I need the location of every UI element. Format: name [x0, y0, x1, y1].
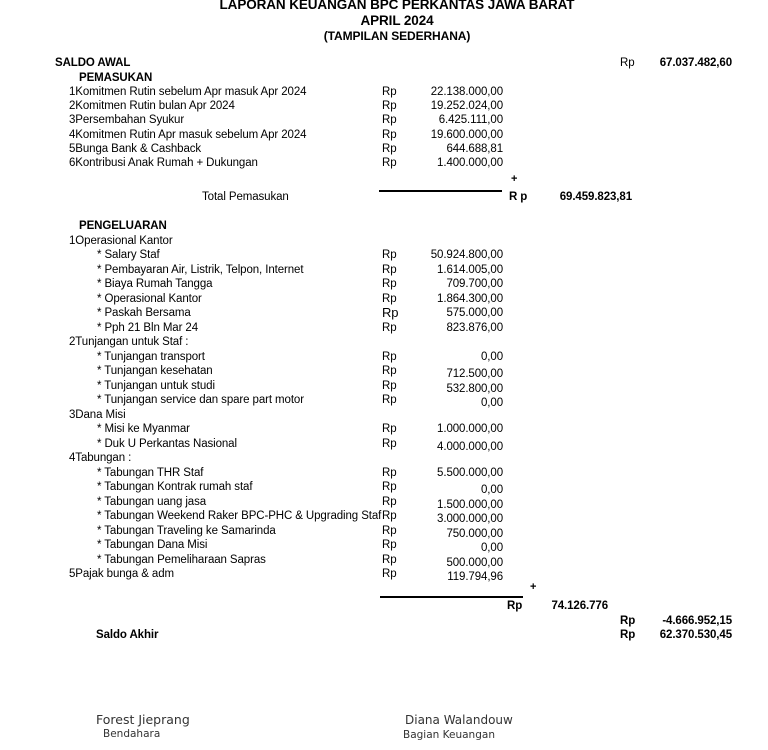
amount-value: 823.876,00 — [446, 321, 503, 334]
currency-rp: Rp — [382, 100, 397, 113]
amount-value: 0,00 — [481, 397, 503, 410]
income-item-label — [69, 128, 306, 142]
expense-group-row — [0, 408, 768, 423]
amount-value: 6.425.111,00 — [438, 114, 503, 127]
expense-total-row — [0, 599, 768, 613]
expense-sub-item-row — [0, 306, 768, 321]
signature-role-bendahara: Bendahara — [103, 728, 161, 740]
income-item-label — [69, 85, 306, 99]
currency-rp: Rp — [382, 292, 397, 305]
expense-sub-item-row — [0, 538, 768, 553]
expense-sub-item-label: * Duk U Perkantas Nasional — [97, 437, 237, 450]
expense-group-text: Tunjangan untuk Staf : — [75, 336, 189, 349]
expense-sub-item-row — [0, 364, 768, 379]
plus-sign: + — [511, 173, 518, 185]
amount-value: 1.500.000,00 — [437, 498, 503, 511]
amount-value: 709.700,00 — [446, 278, 503, 291]
income-item-row — [0, 85, 768, 99]
expense-section — [0, 219, 768, 582]
currency-rp: Rp — [382, 350, 397, 363]
income-item-row — [0, 142, 768, 156]
currency-rp: Rp — [620, 615, 636, 627]
expense-sub-item-label: * Misi ke Myanmar — [97, 423, 190, 436]
expense-sub-item-label: * Tabungan Weekend Raker BPC-PHC & Upgrading Staf — [97, 510, 382, 523]
expense-sub-item-row — [0, 509, 768, 524]
expense-group-row — [0, 567, 768, 582]
income-item-number: 5 — [69, 142, 76, 155]
currency-rp: Rp — [382, 157, 397, 170]
amount-value: 50.924.800,00 — [430, 249, 503, 262]
income-total-label: Total Pemasukan — [202, 191, 289, 203]
sum-line — [380, 596, 523, 598]
expense-total-value: 74.126.776 — [551, 600, 608, 612]
expense-sub-item-label: * Tabungan Pemeliharaan Sapras — [97, 553, 266, 566]
expense-sub-item-row — [0, 393, 768, 408]
currency-rp: Rp — [382, 394, 397, 407]
amount-value: 1.000.000,00 — [437, 423, 503, 436]
income-section-header: PEMASUKAN — [79, 71, 153, 84]
expense-sub-item-row — [0, 480, 768, 495]
income-item-label — [69, 156, 258, 170]
amount-value: 4.000.000,00 — [437, 440, 503, 453]
currency-rp: Rp — [382, 495, 397, 508]
currency-rp: Rp — [382, 128, 397, 141]
amount-value: 22.138.000,00 — [430, 85, 503, 98]
income-sum-row — [0, 173, 768, 186]
amount-value: 1.400.000,00 — [437, 157, 503, 170]
income-item-text: Komitmen Rutin Apr masuk sebelum Apr 2024 — [75, 128, 307, 141]
income-item-text: Persembahan Syukur — [75, 114, 185, 127]
currency-rp: Rp — [382, 249, 397, 262]
expense-group-text: Dana Misi — [75, 408, 126, 421]
amount-value: 0,00 — [481, 484, 503, 497]
income-item-label — [69, 113, 184, 127]
income-section-header-row — [0, 71, 768, 85]
currency-rp: Rp — [382, 142, 397, 155]
amount-value: 0,00 — [481, 542, 503, 555]
expense-group-row — [0, 234, 768, 249]
expense-sub-item-row — [0, 277, 768, 292]
expense-sub-item-label: * Operasional Kantor — [97, 292, 202, 305]
signature-name-bagian-keuangan: Diana Walandouw — [405, 713, 513, 727]
amount-value: 500.000,00 — [446, 556, 503, 569]
expense-sub-item-label: * Tabungan uang jasa — [97, 495, 207, 508]
expense-group-text: Pajak bunga & adm — [75, 568, 174, 581]
income-item-number: 4 — [69, 128, 76, 141]
expense-sub-item-label: * Tunjangan service dan spare part motor — [97, 394, 304, 407]
amount-value: 19.600.000,00 — [430, 128, 503, 141]
signature-name-bendahara: Forest Jieprang — [96, 712, 190, 727]
currency-rp: Rp — [382, 114, 397, 127]
currency-rp: Rp — [507, 600, 523, 612]
expense-group-label — [69, 335, 188, 350]
saldo-akhir-label: Saldo Akhir — [96, 629, 159, 641]
net-change-row — [0, 614, 768, 628]
expense-sub-item-row — [0, 422, 768, 437]
expense-sub-item-label: * Tabungan Kontrak rumah staf — [97, 481, 253, 494]
expense-sub-item-label: * Tabungan Traveling ke Samarinda — [97, 524, 276, 537]
income-item-number: 2 — [69, 100, 76, 113]
currency-rp: Rp — [620, 629, 636, 641]
net-change-value: -4.666.952,15 — [662, 615, 732, 627]
saldo-awal-label: SALDO AWAL — [55, 56, 131, 69]
currency-rp: Rp — [382, 539, 397, 552]
income-item-label — [69, 99, 235, 113]
income-section — [0, 71, 768, 171]
expense-sub-item-label: * Paskah Bersama — [97, 307, 191, 320]
expense-group-row — [0, 451, 768, 466]
income-item-label — [69, 142, 201, 156]
expense-section-header: PENGELUARAN — [79, 220, 167, 233]
expense-sub-item-row — [0, 524, 768, 539]
currency-rp: Rp — [382, 305, 399, 321]
income-total-value: 69.459.823,81 — [559, 191, 632, 203]
expense-sub-item-row — [0, 437, 768, 452]
expense-sub-item-row — [0, 466, 768, 481]
income-item-text: Bunga Bank & Cashback — [75, 142, 202, 155]
expense-sub-item-row — [0, 553, 768, 568]
currency-rp: Rp — [382, 466, 397, 479]
currency-rp: Rp — [382, 510, 397, 523]
currency-rp: Rp — [382, 379, 397, 392]
amount-value: 3.000.000,00 — [437, 513, 503, 526]
currency-rp: R p — [509, 191, 528, 203]
income-item-number: 6 — [69, 157, 76, 170]
currency-rp: Rp — [382, 423, 397, 436]
saldo-awal-value: 67.037.482,60 — [659, 56, 732, 69]
expense-group-number: 4 — [69, 452, 76, 465]
amount-value: 5.500.000,00 — [437, 466, 503, 479]
expense-section-header-row — [0, 219, 768, 234]
saldo-akhir-row — [0, 628, 768, 642]
income-item-text: Komitmen Rutin sebelum Apr masuk Apr 2024 — [75, 85, 307, 98]
currency-rp: Rp — [382, 263, 397, 276]
expense-sub-item-label: * Biaya Rumah Tangga — [97, 278, 213, 291]
expense-sum-row — [0, 581, 768, 594]
expense-group-number: 2 — [69, 336, 76, 349]
expense-sub-item-label: * Salary Staf — [97, 249, 160, 262]
expense-group-label — [69, 451, 131, 466]
expense-sub-item-label: * Tabungan THR Staf — [97, 466, 204, 479]
expense-sub-item-label: * Pembayaran Air, Listrik, Telpon, Internet — [97, 263, 304, 276]
expense-sub-item-row — [0, 248, 768, 263]
expense-sub-item-row — [0, 495, 768, 510]
expense-sub-item-row — [0, 292, 768, 307]
income-item-text: Komitmen Rutin bulan Apr 2024 — [75, 100, 235, 113]
amount-value: 1.864.300,00 — [437, 292, 503, 305]
currency-rp: Rp — [620, 56, 635, 69]
currency-rp: Rp — [382, 568, 397, 581]
income-item-text: Kontribusi Anak Rumah + Dukungan — [75, 157, 258, 170]
amount-value: 712.500,00 — [446, 368, 503, 381]
saldo-awal-row — [0, 56, 768, 70]
report-title-period: APRIL 2024 — [360, 13, 434, 28]
amount-value: 1.614.005,00 — [437, 263, 503, 276]
amount-value: 532.800,00 — [446, 382, 503, 395]
expense-sub-item-row — [0, 321, 768, 336]
expense-group-number: 3 — [69, 408, 76, 421]
income-item-number: 3 — [69, 114, 76, 127]
currency-rp: Rp — [382, 321, 397, 334]
expense-group-number: 1 — [69, 234, 76, 247]
income-item-row — [0, 99, 768, 113]
income-total-row — [0, 186, 768, 204]
saldo-akhir-value: 62.370.530,45 — [659, 629, 732, 641]
currency-rp: Rp — [382, 553, 397, 566]
expense-sub-item-label: * Tunjangan untuk studi — [97, 379, 215, 392]
report-title — [26, 0, 768, 48]
expense-sub-item-row — [0, 350, 768, 365]
expense-sub-item-label: * Pph 21 Bln Mar 24 — [97, 321, 199, 334]
currency-rp: Rp — [382, 85, 397, 98]
expense-items-list — [0, 234, 768, 582]
expense-group-label — [69, 408, 126, 423]
expense-group-number: 5 — [69, 568, 76, 581]
expense-group-label — [69, 567, 174, 582]
income-item-number: 1 — [69, 85, 76, 98]
expense-group-text: Tabungan : — [75, 452, 132, 465]
expense-sub-item-label: * Tabungan Dana Misi — [97, 539, 208, 552]
expense-sub-item-label: * Tunjangan transport — [97, 350, 205, 363]
plus-sign: + — [530, 581, 537, 593]
income-item-row — [0, 156, 768, 170]
currency-rp: Rp — [382, 365, 397, 378]
currency-rp: Rp — [382, 437, 397, 450]
signature-role-bagian-keuangan: Bagian Keuangan — [403, 729, 495, 741]
currency-rp: Rp — [382, 481, 397, 494]
expense-sub-item-row — [0, 263, 768, 278]
amount-value: 119.794,96 — [447, 571, 503, 584]
expense-group-row — [0, 335, 768, 350]
amount-value: 19.252.024,00 — [430, 100, 503, 113]
income-item-row — [0, 128, 768, 142]
amount-value: 750.000,00 — [446, 527, 503, 540]
report-title-line1: LAPORAN KEUANGAN BPC PERKANTAS JAWA BARAT — [219, 0, 575, 12]
income-items-list — [0, 85, 768, 171]
sum-line — [379, 190, 502, 192]
amount-value: 575.000,00 — [446, 307, 503, 320]
expense-group-label — [69, 234, 173, 249]
income-item-row — [0, 113, 768, 127]
currency-rp: Rp — [382, 524, 397, 537]
expense-sub-item-label: * Tunjangan kesehatan — [97, 365, 213, 378]
report-title-subtitle: (TAMPILAN SEDERHANA) — [323, 29, 471, 43]
currency-rp: Rp — [382, 278, 397, 291]
expense-sub-item-row — [0, 379, 768, 394]
amount-value: 644.688,81 — [446, 142, 503, 155]
expense-group-text: Operasional Kantor — [75, 234, 173, 247]
amount-value: 0,00 — [481, 350, 503, 363]
